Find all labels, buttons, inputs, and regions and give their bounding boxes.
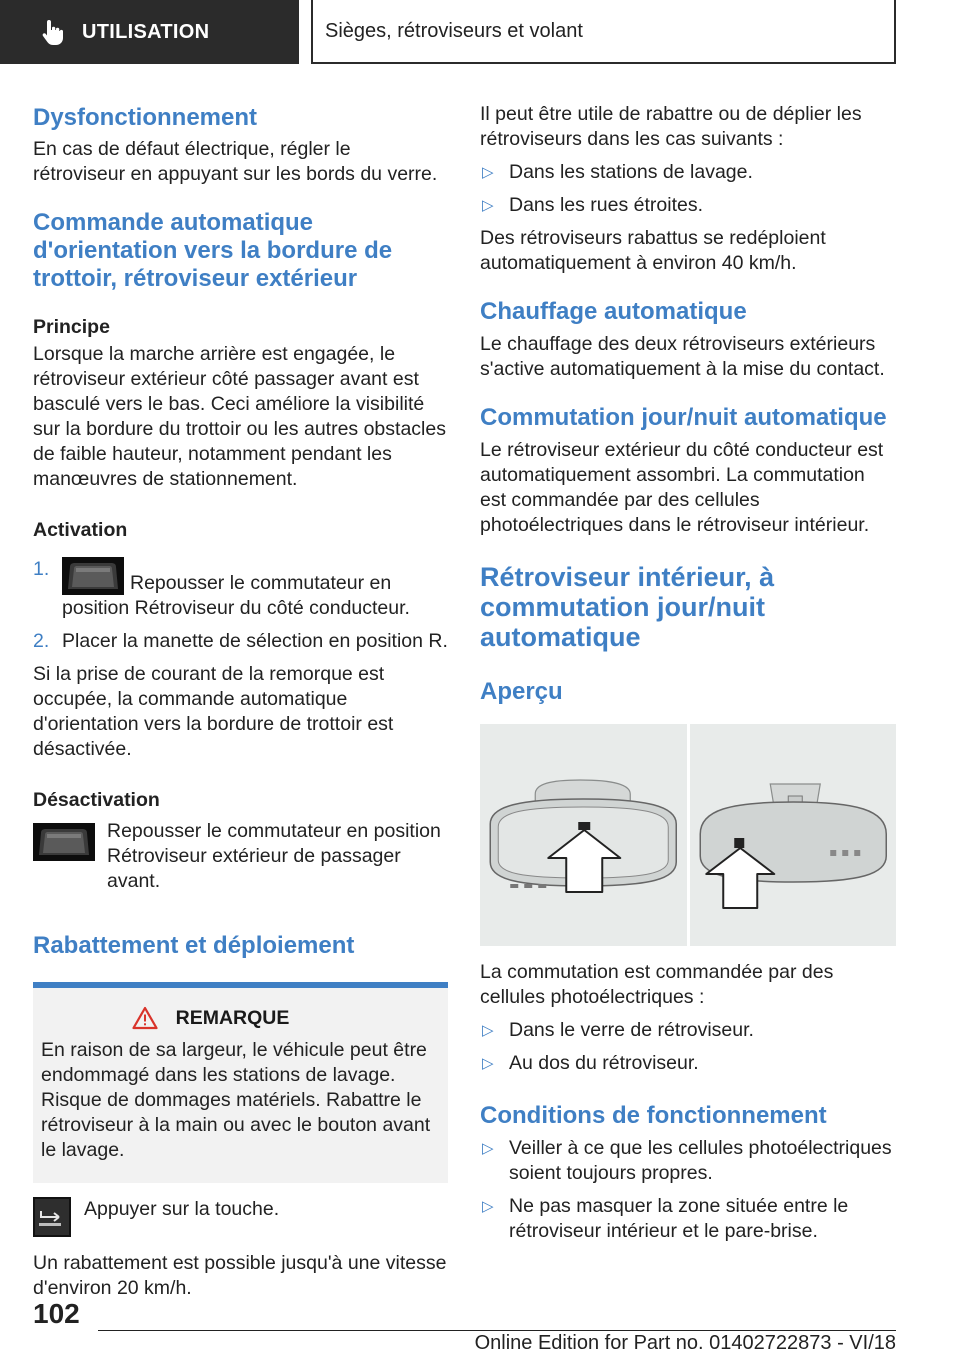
mirror-illustration bbox=[480, 724, 896, 946]
bullet-icon: ▷ bbox=[482, 1198, 494, 1215]
section-tab[interactable] bbox=[0, 0, 299, 64]
dys-text: En cas de défaut électrique, régler le rétroviseur en appuyant sur les bords du verre. bbox=[33, 138, 438, 185]
mirror-switch-icon bbox=[33, 823, 95, 861]
heading-principe: Principe bbox=[33, 316, 110, 338]
edition-text: Online Edition for Part no. 01402722873 - VI/18 bbox=[474, 1332, 896, 1354]
press-text: Appuyer sur la touche. bbox=[84, 1198, 280, 1220]
daynight-text: Le rétroviseur extérieur du côté conducteur est automatiquement assombri. La commutation est commandée par des cellules photoélectriques dans le rétroviseur intérieur. bbox=[480, 439, 884, 536]
heading-rabattement: Rabattement et déploiement bbox=[33, 932, 355, 959]
page-header bbox=[0, 0, 960, 66]
mirror-switch-icon bbox=[62, 557, 124, 595]
left-column bbox=[33, 102, 448, 1301]
trailer-text: Si la prise de courant de la remorque est occupée, la commande automatique d'orientation vers la bordure de trottoir est désactivée. bbox=[33, 663, 394, 760]
section-label: UTILISATION bbox=[82, 20, 210, 43]
desactivation-row bbox=[33, 819, 448, 894]
step-text: Placer la manette de sélection en position R. bbox=[62, 630, 448, 652]
step-number: 2. bbox=[33, 630, 50, 652]
list-item bbox=[480, 160, 896, 185]
bullet-text: Veiller à ce que les cellules photoélectriques soient toujours propres. bbox=[509, 1137, 892, 1184]
mirror-back-panel bbox=[690, 724, 897, 946]
heading-apercu: Aperçu bbox=[480, 678, 563, 705]
press-row bbox=[33, 1197, 448, 1237]
list-item bbox=[480, 193, 896, 218]
cells-intro: La commutation est commandée par des cellules photoélectriques : bbox=[480, 961, 834, 1008]
redeploy-text: Des rétroviseurs rabattus se redéploient automatiquement à environ 40 km/h. bbox=[480, 227, 826, 274]
list-item bbox=[33, 629, 448, 654]
chapter-title: Sièges, rétroviseurs et volant bbox=[311, 0, 896, 64]
bullet-icon: ▷ bbox=[482, 197, 494, 214]
bullet-icon: ▷ bbox=[482, 164, 494, 181]
bullet-text: Dans les rues étroites. bbox=[509, 194, 704, 216]
heading-jour-nuit: Commutation jour/nuit automatique bbox=[480, 404, 887, 431]
hand-pointer-icon bbox=[38, 17, 68, 47]
page-number: 102 bbox=[33, 1298, 80, 1329]
warning-box bbox=[33, 982, 448, 1183]
bullet-icon: ▷ bbox=[482, 1140, 494, 1157]
warning-text: En raison de sa largeur, le véhicule peut être endommagé dans les stations de lavage. Risque de dommages matériels. Rabattre le rétroviseur à la main ou avec le bouton avant le lavage. bbox=[41, 1039, 431, 1161]
warning-triangle-icon bbox=[132, 1006, 158, 1030]
principe-text: Lorsque la marche arrière est engagée, le rétroviseur extérieur côté passager avant est basculé vers le bas. Ceci améliore la visibilité sur la bordure du trottoir ou les autres obstacles de faible hauteur, notamment pendant les manœuvres de stationnement. bbox=[33, 343, 446, 490]
list-item bbox=[480, 1018, 896, 1043]
list-item bbox=[480, 1136, 896, 1186]
step-text: Repousser le commutateur en position Rétroviseur du côté conducteur. bbox=[62, 572, 410, 619]
bullet-text: Au dos du rétroviseur. bbox=[509, 1052, 699, 1074]
heading-conditions: Conditions de fonctionnement bbox=[480, 1102, 827, 1129]
list-item bbox=[33, 557, 448, 621]
heat-text: Le chauffage des deux rétroviseurs extérieurs s'active automatiquement à la mise du contact. bbox=[480, 333, 885, 380]
bullet-text: Dans le verre de rétroviseur. bbox=[509, 1019, 754, 1041]
heading-desactivation: Désactivation bbox=[33, 789, 160, 811]
step-number: 1. bbox=[33, 558, 50, 580]
heading-activation: Activation bbox=[33, 519, 128, 541]
rabat-speed-text: Un rabattement est possible jusqu'à une vitesse d'environ 20 km/h. bbox=[33, 1252, 447, 1299]
warning-label: REMARQUE bbox=[175, 1006, 290, 1029]
desactivation-text: Repousser le commutateur en position Rétroviseur extérieur de passager avant. bbox=[107, 820, 441, 892]
list-item bbox=[480, 1051, 896, 1076]
heading-retroviseur-interieur: Rétroviseur intérieur, à commutation jour/nuit automatique bbox=[480, 562, 775, 652]
mirror-fold-button-icon bbox=[33, 1197, 71, 1237]
right-column bbox=[480, 102, 896, 1244]
footer-divider bbox=[98, 1330, 896, 1331]
warning-title bbox=[41, 1006, 440, 1030]
bullet-text: Ne pas masquer la zone située entre le rétroviseur intérieur et le pare-brise. bbox=[509, 1195, 849, 1242]
bullet-icon: ▷ bbox=[482, 1055, 494, 1072]
heading-commande-auto: Commande automatique d'orientation vers la bordure de trottoir, rétroviseur extérieur bbox=[33, 209, 393, 292]
mirror-back-image bbox=[690, 724, 897, 946]
mirror-front-panel bbox=[480, 724, 687, 946]
fold-intro: Il peut être utile de rabattre ou de déplier les rétroviseurs dans les cas suivants : bbox=[480, 103, 862, 150]
heading-dysfonctionnement: Dysfonctionnement bbox=[33, 104, 258, 131]
bullet-icon: ▷ bbox=[482, 1022, 494, 1039]
mirror-front-image bbox=[480, 724, 687, 946]
heading-chauffage: Chauffage automatique bbox=[480, 298, 747, 325]
list-item bbox=[480, 1194, 896, 1244]
bullet-text: Dans les stations de lavage. bbox=[509, 161, 753, 183]
